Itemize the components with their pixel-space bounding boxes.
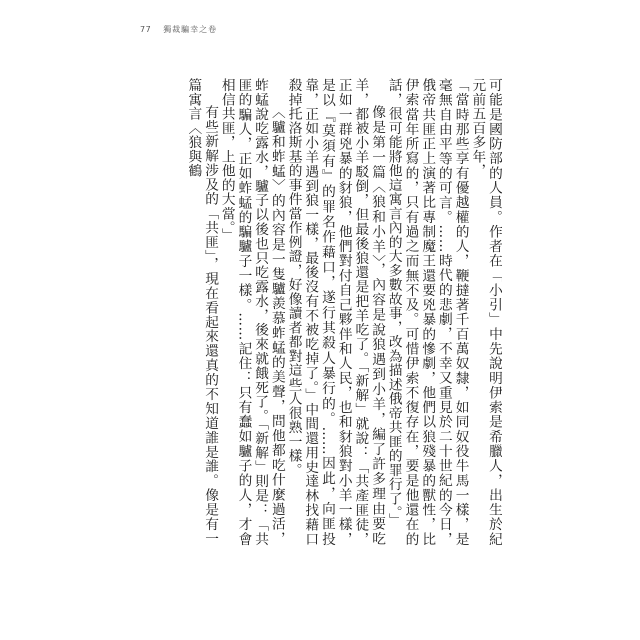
paragraph: 「當時那些享有優越權的人，鞭撻著千百萬奴隸，如同奴役牛馬一樣，是毫無自由平等的可言。……時代的悲劇，不幸又重見於二十世紀的今日，俄帝共匪正上演著比專制魔王還要兇暴的慘劇，他們以狼殘暴的獸性，比伊索當年所寫的，只有過之而無不及。可惜伊索不復存在，要是他還在的話，很可能將他這寓言內的大多數故事，改為描述俄帝共匪的罪行了。」 — [385, 78, 469, 546]
paragraph: 可能是國防部的人員。作者在「小引」中先說明伊索是希臘人，出生於紀元前五百多年， — [469, 78, 502, 546]
paragraph: 有些新解涉及的「共匪」，現在看起來還真的不知道誰是誰。像是有一篇寓言〈狼與鶴 — [185, 78, 219, 546]
paragraph: 像是第一篇〈狼和小羊〉，內容是說狼遇到小羊，編了許多理由要吃羊，都被小羊駁倒，但最後狼還是把羊吃了。「新解」就說：「共產匪徒，正如一群兇暴的豺狼，他們對付自己夥伴和人民，也和豺狼對小羊一樣，是以『莫須有』的罪名作藉口，遂行其殺人暴行的。……因此，向匪投靠，正如小羊遇到狼一樣，最後沒有不被吃掉了。」中間還用史達林找藉口殺掉托洛斯基的事件當作例證，好像讀者都對這些人很熟一樣。 — [285, 78, 386, 546]
paragraph: 〈驢和蚱蜢〉的內容是一隻驢羨慕蚱蜢的美聲，問他都吃什麼過活，蚱蜢說吃露水，驢子以後也只吃露水，後來就餓死了。「新解」則是：「共匪的騙人，正如蚱蜢的騙驢子一樣。……記住：只有蠢如驢子的人，才會相信共匪，上他的大當。」 — [218, 78, 285, 546]
running-header — [140, 24, 217, 35]
book-title: 獨裁騙幸之卷 — [163, 25, 218, 34]
page-number: 77 — [140, 25, 152, 34]
body-text — [162, 78, 502, 546]
